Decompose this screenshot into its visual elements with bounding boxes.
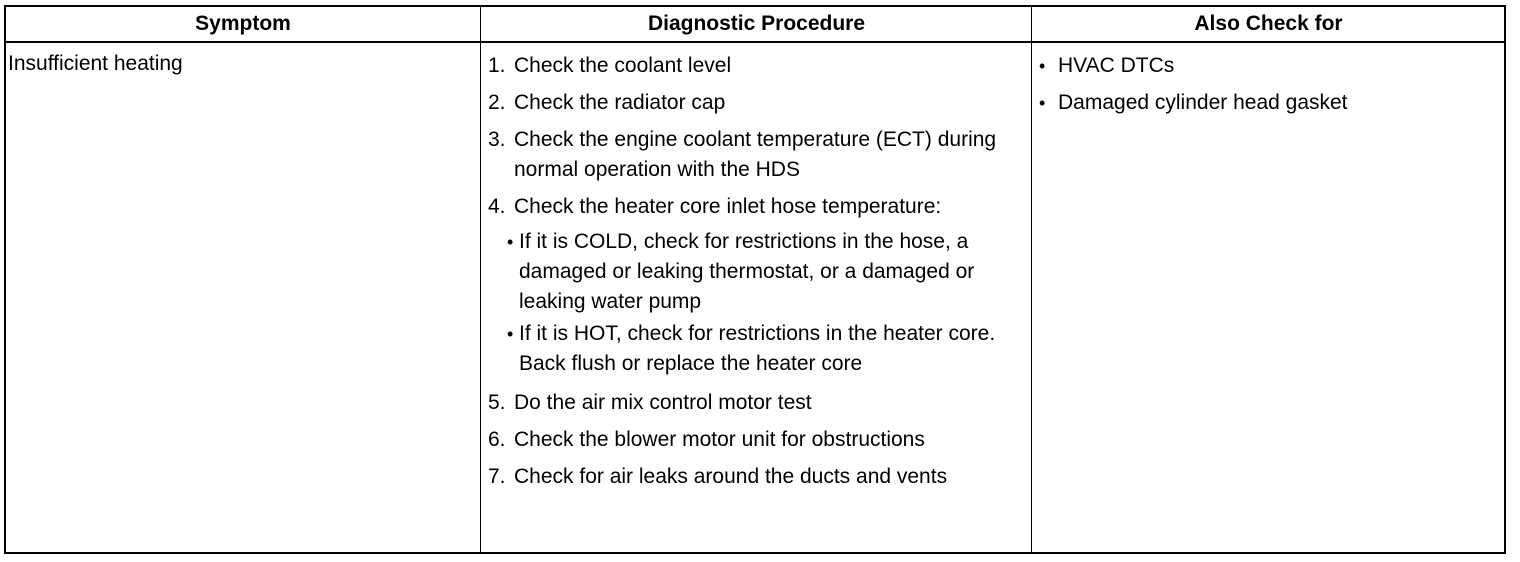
bullet-icon: •: [507, 324, 514, 344]
step-text: Check the coolant level: [514, 54, 732, 77]
sub-step: [507, 227, 1028, 317]
step-number: 3.: [488, 128, 506, 151]
bullet-icon: •: [507, 232, 514, 252]
also-check-item: [1039, 88, 1499, 118]
step-text: Check the blower motor unit for obstructions: [514, 428, 925, 451]
step-text: Check for air leaks around the ducts and vents: [514, 465, 948, 488]
also-check-text: HVAC DTCs: [1058, 54, 1175, 77]
column-divider: [480, 7, 481, 552]
step-number: 6.: [488, 428, 506, 451]
also-check-cell: [1039, 51, 1499, 125]
header-symptom: Symptom: [195, 12, 291, 35]
step-number: 1.: [488, 54, 506, 77]
procedure-step: [488, 88, 1028, 118]
step-number: 4.: [488, 195, 506, 218]
step-text: Check the heater core inlet hose temperature:: [514, 195, 942, 218]
procedure-step: [488, 462, 1028, 492]
step-number: 2.: [488, 91, 506, 114]
diagnostic-procedure-cell: [488, 51, 1028, 499]
procedure-step: [488, 125, 1028, 185]
step-text: Check the engine coolant temperature (ECT) during normal operation with the HDS: [514, 128, 997, 181]
symptom-cell: Insufficient heating: [8, 52, 183, 75]
procedure-step: [488, 425, 1028, 455]
header-diagnostic-procedure: Diagnostic Procedure: [647, 12, 866, 35]
step-number: 5.: [488, 391, 506, 414]
bullet-icon: •: [1039, 56, 1046, 76]
sub-step-text: If it is COLD, check for restrictions in the hose, a damaged or leaking thermostat, or a damaged or leaking water pump: [519, 230, 975, 313]
also-check-text: Damaged cylinder head gasket: [1058, 91, 1348, 114]
header-also-check-for: Also Check for: [1194, 12, 1343, 35]
step-sub-list: [507, 227, 1028, 379]
step-text: Check the radiator cap: [514, 91, 726, 114]
table-header-row: [6, 7, 1504, 43]
procedure-step: [488, 51, 1028, 81]
sub-step: [507, 319, 1028, 379]
diagnostic-table: [4, 5, 1506, 554]
step-text: Do the air mix control motor test: [514, 391, 812, 414]
procedure-step: [488, 192, 1028, 222]
bullet-icon: •: [1039, 93, 1046, 113]
procedure-step: [488, 388, 1028, 418]
column-divider: [1031, 7, 1032, 552]
also-check-item: [1039, 51, 1499, 81]
step-number: 7.: [488, 465, 506, 488]
sub-step-text: If it is HOT, check for restrictions in the heater core. Back flush or replace the heater core: [519, 322, 996, 375]
